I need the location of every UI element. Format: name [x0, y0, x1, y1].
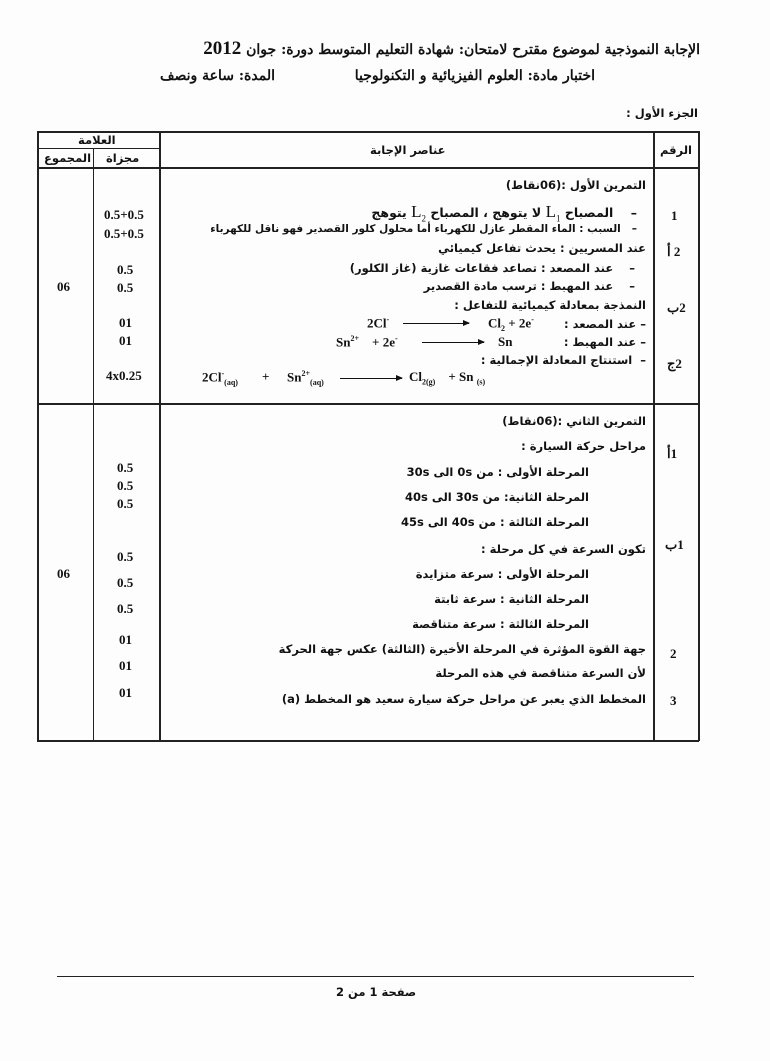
ex1-grade-1: 0.5+0.5: [104, 207, 144, 222]
ex2-line-s2: المرحلة الأولى : سرعة متزايدة: [415, 567, 589, 581]
anode-right: $Cl_2 + 2e^-$: [488, 315, 534, 333]
ex2-num-1b: 1ب: [665, 537, 684, 552]
ex2-line-m3: المرحلة الثانية: من 30s الى 40s: [404, 490, 589, 504]
footer-divider: [57, 976, 694, 977]
ex1-grade-3: 0.5: [117, 262, 134, 277]
col-elements: عناصر الإجابة: [370, 143, 446, 157]
ex1-grade-7: 4x0.25: [106, 368, 142, 383]
col-grade: العلامة: [78, 133, 116, 147]
header-subject: اختبار مادة: العلوم الفيزيائية و التكنولوجيا: [354, 68, 595, 84]
ex1-grade-4: 0.5: [117, 280, 134, 295]
ex1-line6: النمذجة بمعادلة كيميائية للتفاعل :: [454, 298, 646, 312]
ex2-grade-3: 0.5: [117, 496, 134, 511]
ex1-grade-2: 0.5+0.5: [104, 226, 144, 241]
ex1-line5: – عند المهبط : ترسب مادة القصدير: [423, 279, 635, 293]
ex1-num-2c: 2ج: [667, 356, 682, 371]
header-year: 2012: [203, 38, 242, 59]
col-number: الرقم: [660, 143, 692, 157]
ex1-line8: – عند المهبط :: [563, 335, 646, 349]
col-partial: مجزاة: [106, 151, 140, 165]
ex2-num-3: 3: [670, 693, 677, 708]
ex2-line-f1: جهة القوة المؤثرة في المرحلة الأخيرة (الثالثة) عكس جهة الحركة: [278, 642, 646, 656]
ex2-grade-1: 0.5: [117, 460, 134, 475]
global-sn: $Sn^{2+}_{(aq)}$: [287, 369, 324, 387]
ex2-line-m4: المرحلة الثالثة : من 40s الى 45s: [400, 515, 589, 529]
cathode-right: Sn: [498, 334, 513, 349]
ex1-line1: – المصباح $L_1$ لا يتوهج ، المصباح $L_2$ يتوهج: [371, 202, 637, 224]
ex2-grade-9: 01: [119, 685, 132, 700]
global-arrow: [340, 378, 402, 379]
header-duration: المدة: ساعة ونصف: [160, 68, 275, 84]
ex2-title: التمرين الثاني :(06نقاط): [502, 414, 646, 428]
ex1-num-2a: 2 أ: [667, 244, 681, 259]
header-title: الإجابة النموذجية لموضوع مقترح لامتحان: شهادة التعليم المتوسط دورة: جوان: [246, 42, 700, 58]
col-total: المجموع: [44, 151, 92, 165]
ex2-line-s1: تكون السرعة في كل مرحلة :: [481, 542, 646, 556]
ex1-total: 06: [57, 279, 70, 294]
ex1-num-1: 1: [671, 208, 678, 223]
ex2-num-1a: 1أ: [667, 446, 678, 461]
part-label: الجزء الأول :: [626, 106, 698, 120]
ex2-line-g1: المخطط الذي يعبر عن مراحل حركة سيارة سعيد هو المخطط (a): [281, 692, 646, 706]
ex2-grade-4: 0.5: [117, 549, 134, 564]
global-right: $Cl_{2(g)}$ + Sn $_{(s)}$: [409, 369, 486, 387]
ex1-grade-6: 01: [119, 333, 132, 348]
page-number: صفحة 1 من 2: [336, 985, 417, 999]
anode-arrow: [403, 323, 469, 324]
ex1-line3: عند المسريين : يحدث تفاعل كيميائي: [438, 241, 646, 255]
ex1-title: التمرين الأول :(06نقاط): [505, 178, 646, 192]
ex2-line-m1: مراحل حركة السيارة :: [521, 439, 646, 453]
ex2-grade-6: 0.5: [117, 601, 134, 616]
ex1-line2: – السبب : الماء المقطر عازل للكهرباء أما محلول كلور القصدير فهو ناقل للكهرباء: [210, 223, 637, 235]
ex2-line-s4: المرحلة الثالثة : سرعة متناقصة: [412, 617, 589, 631]
ex2-grade-7: 01: [119, 632, 132, 647]
cathode-arrow: [422, 342, 484, 343]
global-plus: +: [262, 369, 270, 384]
ex1-num-2b: 2ب: [667, 300, 686, 315]
ex2-num-2: 2: [670, 646, 677, 661]
ex1-line9: – استنتاج المعادلة الإجمالية :: [480, 353, 646, 367]
global-left: $2Cl^-_{(aq)}$: [202, 369, 238, 387]
ex2-grade-5: 0.5: [117, 575, 134, 590]
ex2-grade-2: 0.5: [117, 478, 134, 493]
ex2-total: 06: [57, 566, 70, 581]
cathode-left: $Sn^{2+}$ + 2e-: [336, 334, 398, 350]
ex1-line7: – عند المصعد :: [564, 317, 646, 331]
header-line1: [203, 38, 700, 60]
ex2-line-f2: لأن السرعة متناقصة في هذه المرحلة: [435, 666, 646, 680]
anode-left: 2Cl-: [367, 315, 390, 331]
ex2-line-s3: المرحلة الثانية : سرعة ثابتة: [434, 592, 589, 606]
ex1-line4: – عند المصعد : تصاعد فقاعات غازية (غاز الكلور): [349, 261, 635, 275]
ex2-grade-8: 01: [119, 658, 132, 673]
ex2-line-m2: المرحلة الأولى : من 0s الى 30s: [406, 465, 589, 479]
ex1-grade-5: 01: [119, 315, 132, 330]
